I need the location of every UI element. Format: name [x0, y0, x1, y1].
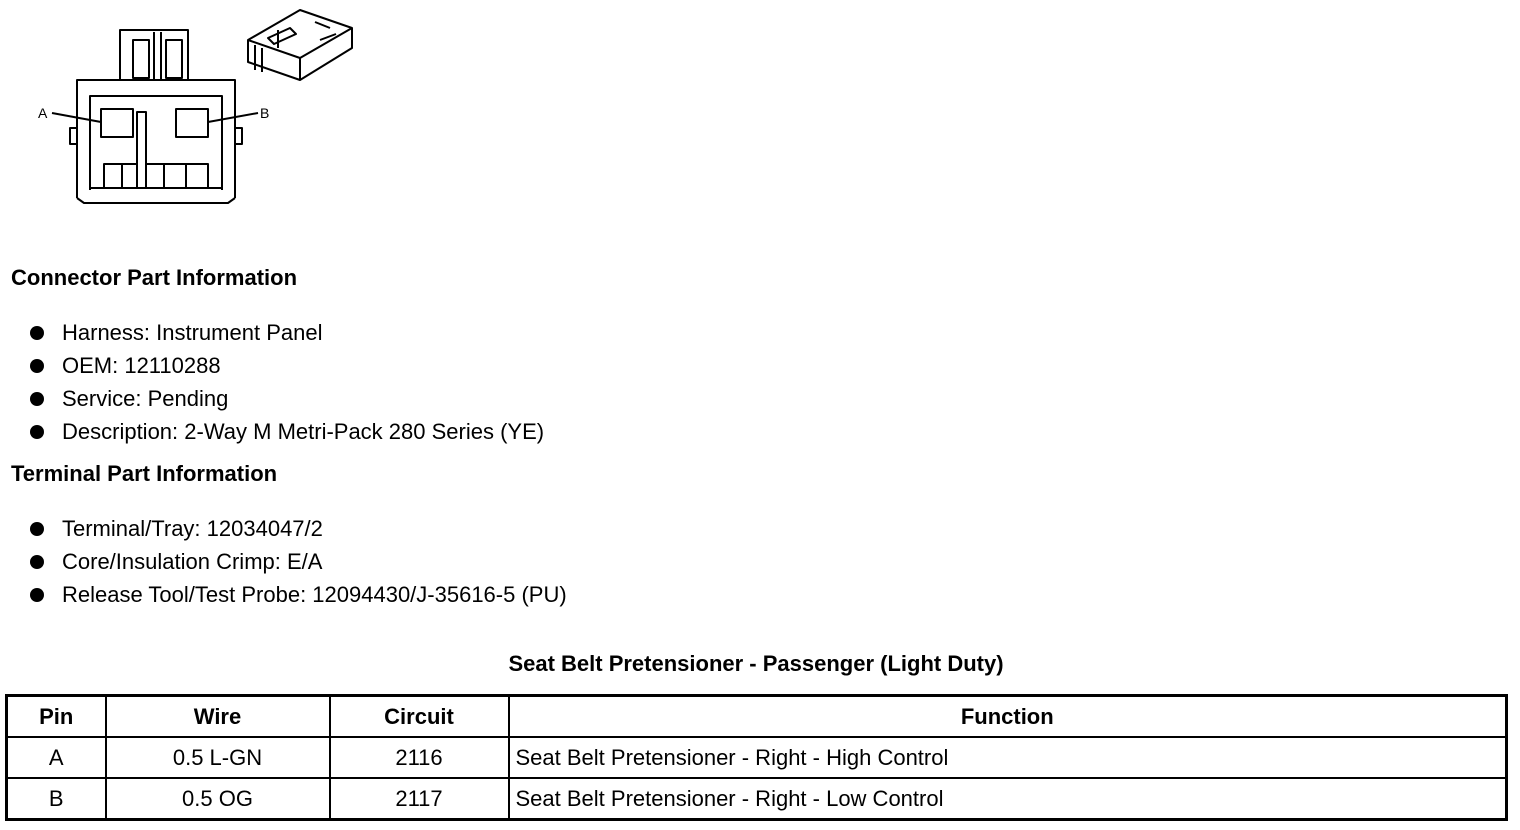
- connector-diagram: [0, 0, 380, 220]
- bullet-icon: [30, 425, 44, 439]
- oem-text: OEM: 12110288: [62, 353, 221, 378]
- list-item: [28, 384, 544, 417]
- table-row: [7, 737, 1507, 778]
- connector-face-drawing: [0, 0, 380, 220]
- release-tool-text: Release Tool/Test Probe: 12094430/J-35616-5 (PU): [62, 582, 567, 607]
- list-item: [28, 547, 567, 580]
- pin-a-label: A: [38, 105, 48, 121]
- function-cell: Seat Belt Pretensioner - Right - High Control: [509, 737, 1507, 778]
- table-header-row: [7, 696, 1507, 738]
- bullet-icon: [30, 392, 44, 406]
- bullet-icon: [30, 588, 44, 602]
- table-row: [7, 778, 1507, 820]
- bullet-icon: [30, 359, 44, 373]
- col-header-circuit: Circuit: [330, 696, 509, 738]
- bullet-icon: [30, 522, 44, 536]
- list-item: [28, 580, 567, 613]
- circuit-cell: 2117: [330, 778, 509, 820]
- terminal-info-heading: Terminal Part Information: [11, 461, 278, 486]
- list-item: [28, 318, 544, 351]
- col-header-function: Function: [509, 696, 1507, 738]
- circuit-cell: 2116: [330, 737, 509, 778]
- pinout-table: [5, 694, 1508, 821]
- harness-text: Harness: Instrument Panel: [62, 320, 323, 345]
- pin-cell: B: [7, 778, 106, 820]
- terminal-info-list: [28, 514, 567, 613]
- wire-cell: 0.5 L-GN: [106, 737, 330, 778]
- list-item: [28, 514, 567, 547]
- col-header-pin: Pin: [7, 696, 106, 738]
- description-text: Description: 2-Way M Metri-Pack 280 Series (YE): [62, 419, 545, 444]
- connector-info-heading: Connector Part Information: [11, 265, 298, 290]
- terminal-tray-text: Terminal/Tray: 12034047/2: [62, 516, 323, 541]
- list-item: [28, 351, 544, 384]
- pin-cell: A: [7, 737, 106, 778]
- table-title: Seat Belt Pretensioner - Passenger (Light Duty): [508, 651, 1004, 676]
- pin-b-label: B: [260, 105, 270, 121]
- service-text: Service: Pending: [62, 386, 229, 411]
- list-item: [28, 417, 544, 450]
- wire-cell: 0.5 OG: [106, 778, 330, 820]
- connector-info-list: [28, 318, 544, 450]
- crimp-text: Core/Insulation Crimp: E/A: [62, 549, 323, 574]
- col-header-wire: Wire: [106, 696, 330, 738]
- bullet-icon: [30, 555, 44, 569]
- function-cell: Seat Belt Pretensioner - Right - Low Control: [509, 778, 1507, 820]
- bullet-icon: [30, 326, 44, 340]
